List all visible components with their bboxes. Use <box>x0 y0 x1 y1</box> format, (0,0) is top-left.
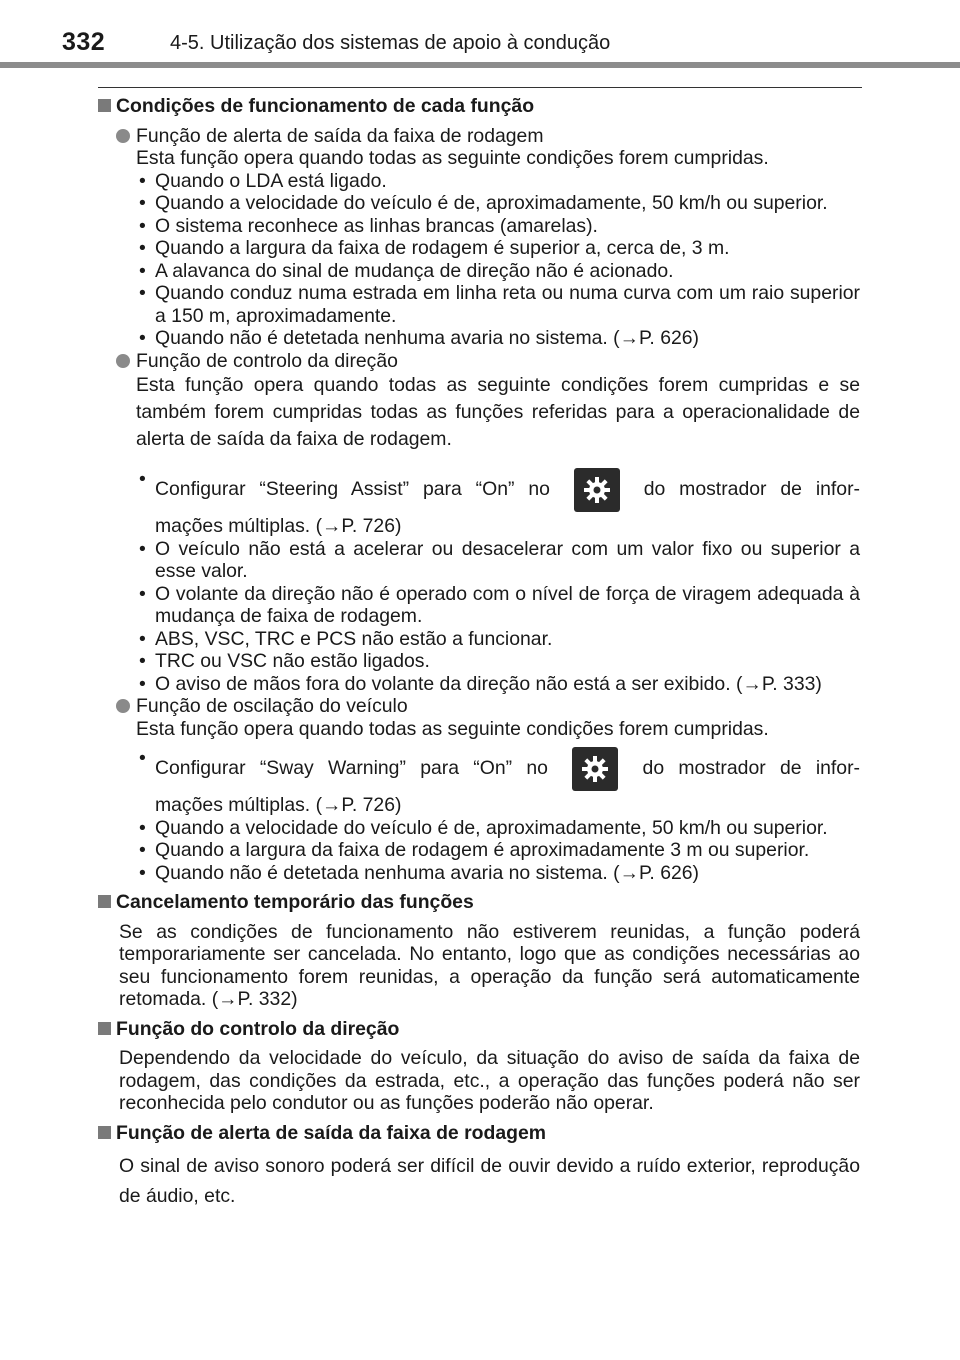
gear-icon <box>580 754 610 784</box>
section-title-text: Função de alerta de saída da faixa de rodagem <box>116 1121 546 1144</box>
subsection-title-text: Função de controlo da direção <box>136 349 398 372</box>
circle-bullet-icon <box>116 129 130 143</box>
page-content <box>97 95 860 1211</box>
section-title-conditions <box>97 95 860 118</box>
gear-icon <box>582 475 612 505</box>
list-item-continued: mações múltiplas. (→P. 726) <box>155 515 402 537</box>
list-item: • Quando a largura da faixa de rodagem é superior a, cerca de, 3 m. <box>139 237 730 259</box>
subsection-title-text: Função de alerta de saída da faixa de rodagem <box>136 124 544 147</box>
settings-button-icon <box>574 468 620 512</box>
section-title-steering-control <box>97 1018 860 1041</box>
list-item: • Quando a velocidade do veículo é de, aproximadamente, 50 km/h ou superior. <box>139 816 828 839</box>
list-item: • O aviso de mãos fora do volante da direção não está a ser exibido. (→P. 333) <box>139 672 822 695</box>
header-rule <box>98 87 862 88</box>
list-item: • Quando a velocidade do veículo é de, aproximadamente, 50 km/h ou superior. <box>139 192 828 214</box>
subsection-title-sway <box>97 695 860 718</box>
paragraph: Se as condições de funcionamento não estiverem reunidas, a função poderá temporariamente ser cancelada. No entanto, logo que as condições necessárias ao seu funcionamento forem reunidas, a operação da função será automaticamente retomada. (→P. 332) <box>119 920 860 1010</box>
subsection-title-steering <box>97 350 860 373</box>
square-icon <box>98 895 111 908</box>
subsection-title-lda <box>97 125 860 148</box>
list-item: • Quando não é detetada nenhuma avaria no sistema. (→P. 626) <box>139 861 700 884</box>
settings-button-icon <box>572 747 618 791</box>
item-text-pre: Configurar “Sway Warning” para “On” no <box>155 757 548 780</box>
list-item: • A alavanca do sinal de mudança de direção não é acionado. <box>139 259 674 282</box>
page-number: 332 <box>62 28 106 56</box>
list-item: • TRC ou VSC não estão ligados. <box>139 650 430 672</box>
square-icon <box>98 1126 111 1139</box>
section-title-text: Função do controlo da direção <box>116 1017 400 1040</box>
list-item: • O volante da direção não é operado com o nível de força de viragem adequada à mudança de faixa de rodagem. <box>139 582 860 627</box>
list-item: • Quando não é detetada nenhuma avaria no sistema. (→P. 626) <box>139 327 700 349</box>
section-title-text: Condições de funcionamento de cada função <box>116 95 535 117</box>
list-item-with-icon: • Configurar “Sway Warning” para “On” no do mostrador de infor- <box>97 746 860 792</box>
subsection-title-text: Função de oscilação do veículo <box>136 695 408 717</box>
paragraph: O sinal de aviso sonoro poderá ser difícil de ouvir devido a ruído exterior, reprodução de áudio, etc. <box>119 1155 860 1207</box>
section-title-lda-alert <box>97 1122 860 1145</box>
list-item: • Quando a largura da faixa de rodagem é aproximadamente 3 m ou superior. <box>139 839 810 861</box>
list-item: • Quando conduz numa estrada em linha reta ou numa curva com um raio superior a 150 m, aproximadamente. <box>139 282 860 327</box>
square-icon <box>98 99 111 112</box>
paragraph: Dependendo da velocidade do veículo, da situação do aviso de saída da faixa de rodagem, das condições da estrada, etc., a operação das funções poderá não ser reconhecida pelo condutor ou as funções poderão não operar. <box>119 1047 860 1114</box>
circle-bullet-icon <box>116 699 130 713</box>
list-item: • O sistema reconhece as linhas brancas (amarelas). <box>139 214 598 237</box>
list-item-continued: mações múltiplas. (→P. 726) <box>155 794 402 816</box>
section-title-cancel <box>97 891 860 914</box>
item-text-post: do mostrador de infor- <box>642 757 861 780</box>
intro-text: Esta função opera quando todas as seguinte condições forem cumpridas e se também forem cumpridas todas as funções referidas para a operacionalidade de alerta de saída da faixa de rodagem. <box>136 374 860 450</box>
square-icon <box>98 1022 111 1035</box>
list-item: • ABS, VSC, TRC e PCS não estão a funcionar. <box>139 627 553 650</box>
list-item: • O veículo não está a acelerar ou desacelerar com um valor fixo ou superior a esse valor. <box>139 537 860 582</box>
item-text-post: do mostrador de infor- <box>643 478 860 501</box>
chapter-title: 4-5. Utilização dos sistemas de apoio à condução <box>170 32 611 54</box>
list-item: • Quando o LDA está ligado. <box>139 169 387 192</box>
circle-bullet-icon <box>116 354 130 368</box>
intro-text: Esta função opera quando todas as seguinte condições forem cumpridas. <box>136 717 769 740</box>
item-text-pre: Configurar “Steering Assist” para “On” no <box>155 478 550 501</box>
intro-text: Esta função opera quando todas as seguinte condições forem cumpridas. <box>136 147 769 169</box>
section-title-text: Cancelamento temporário das funções <box>116 891 474 913</box>
list-item-with-icon: • Configurar “Steering Assist” para “On” no do mostrador de infor- <box>97 467 860 513</box>
header-bar <box>0 62 960 68</box>
